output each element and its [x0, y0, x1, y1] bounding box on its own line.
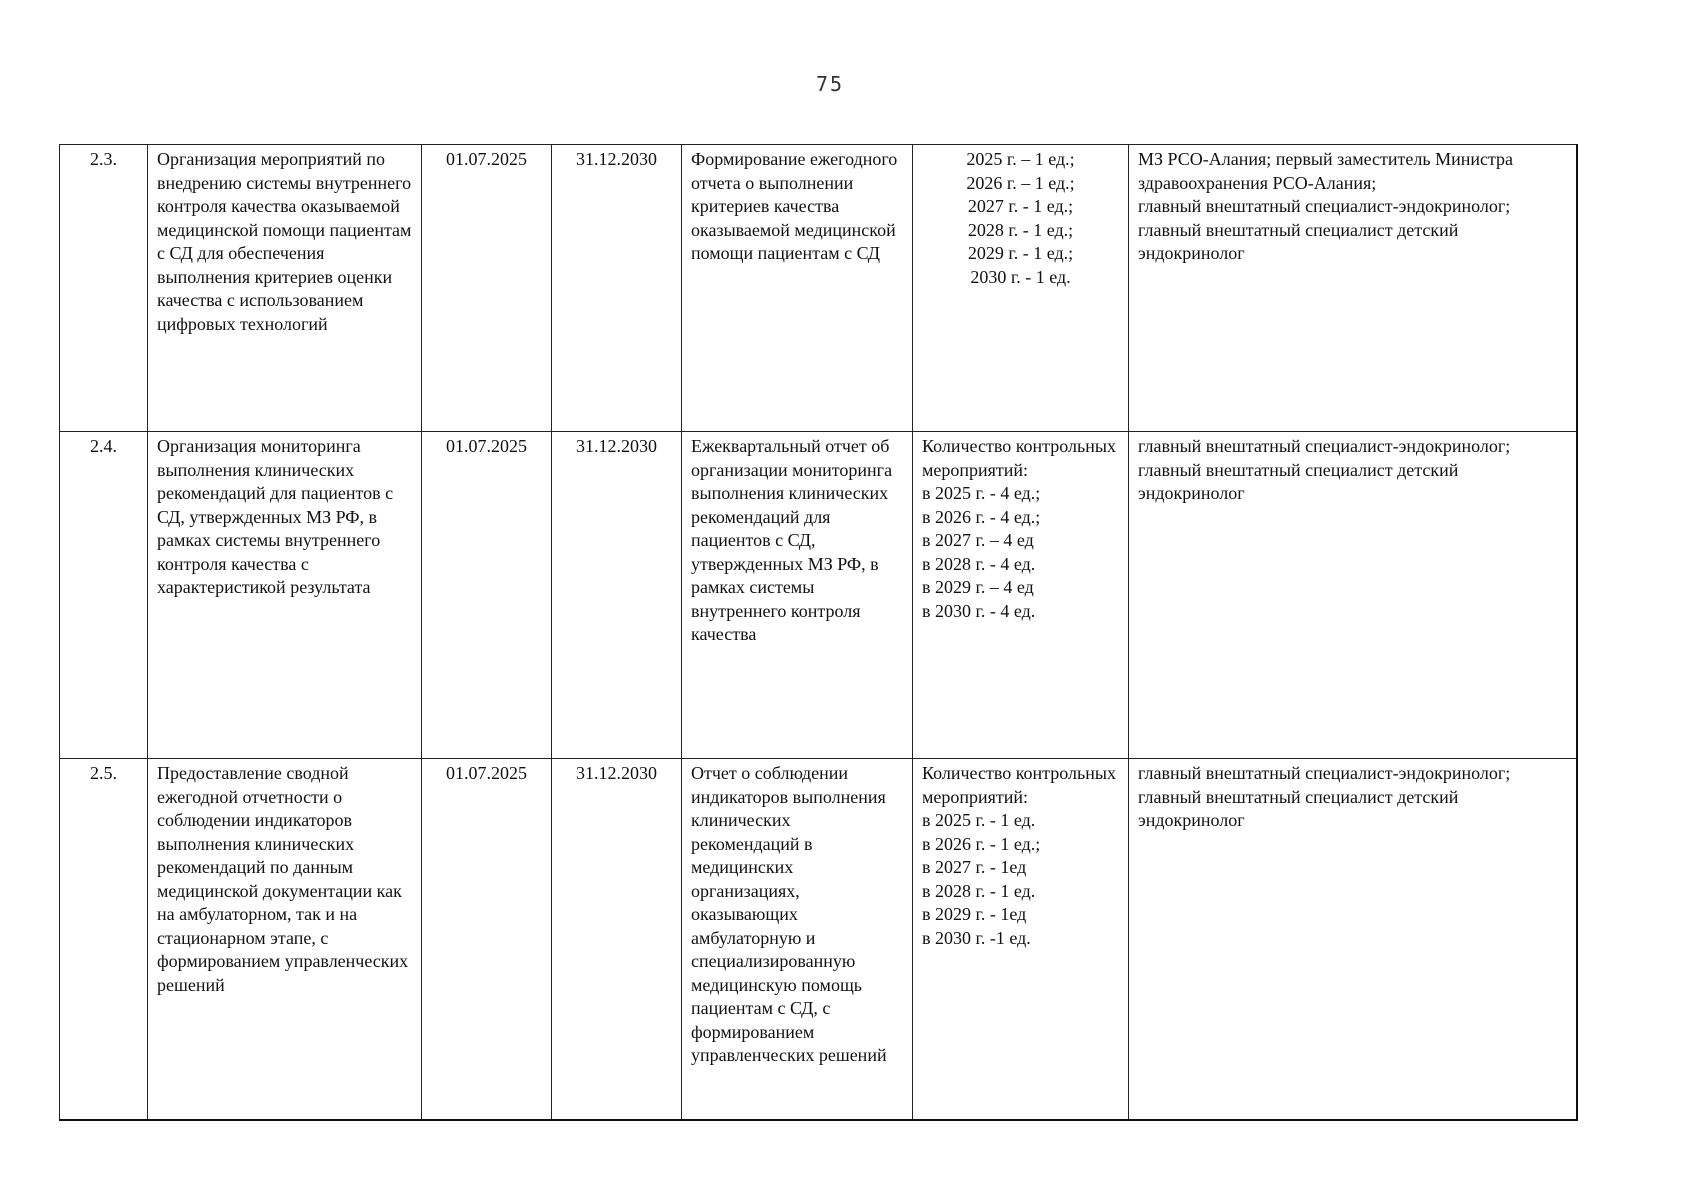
table-row	[60, 759, 1577, 1121]
measure-cell: Организация мониторинга выполнения клинических рекомендаций для пациентов с СД, утвержденных МЗ РФ, в рамках системы внутреннего контроля качества с характеристикой результата	[148, 432, 422, 759]
item-number: 2.5.	[60, 759, 148, 1121]
responsible-cell: главный внештатный специалист-эндокринолог; главный внештатный специалист детский эндокринолог	[1129, 432, 1577, 759]
start-date-cell: 01.07.2025	[422, 145, 552, 432]
indicator-cell: Количество контрольных мероприятий: в 2025 г. - 4 ед.; в 2026 г. - 4 ед.; в 2027 г. – 4 ед в 2028 г. - 4 ед. в 2029 г. – 4 ед в 2030 г. - 4 ед.	[913, 432, 1129, 759]
result-cell: Формирование ежегодного отчета о выполнении критериев качества оказываемой медицинской помощи пациентам с СД	[682, 145, 913, 432]
result-cell: Отчет о соблюдении индикаторов выполнения клинических рекомендаций в медицинских организациях, оказывающих амбулаторную и специализированную медицинскую помощь пациентам с СД, с формированием управленческих решений	[682, 759, 913, 1121]
measure-cell: Организация мероприятий по внедрению системы внутреннего контроля качества оказываемой медицинской помощи пациентам с СД для обеспечения выполнения критериев оценки качества с использованием цифровых технологий	[148, 145, 422, 432]
table-row	[60, 145, 1577, 432]
result-cell: Ежеквартальный отчет об организации мониторинга выполнения клинических рекомендаций для пациентов с СД, утвержденных МЗ РФ, в рамках системы внутреннего контроля качества	[682, 432, 913, 759]
start-date-cell: 01.07.2025	[422, 759, 552, 1121]
end-date-cell: 31.12.2030	[552, 145, 682, 432]
measure-cell: Предоставление сводной ежегодной отчетности о соблюдении индикаторов выполнения клинических рекомендаций по данным медицинской документации как на амбулаторном, так и на стационарном этапе, с формированием управленческих решений	[148, 759, 422, 1121]
page-number: 75	[815, 72, 845, 96]
responsible-cell: МЗ РСО-Алания; первый заместитель Министра здравоохранения РСО-Алания; главный внештатный специалист-эндокринолог; главный внештатный специалист детский эндокринолог	[1129, 145, 1577, 432]
indicator-cell: 2025 г. – 1 ед.; 2026 г. – 1 ед.; 2027 г. - 1 ед.; 2028 г. - 1 ед.; 2029 г. - 1 ед.; 2030 г. - 1 ед.	[913, 145, 1129, 432]
table-row	[60, 432, 1577, 759]
item-number: 2.3.	[60, 145, 148, 432]
indicator-cell: Количество контрольных мероприятий: в 2025 г. - 1 ед. в 2026 г. - 1 ед.; в 2027 г. - 1ед в 2028 г. - 1 ед. в 2029 г. - 1ед в 2030 г. -1 ед.	[913, 759, 1129, 1121]
action-plan-table	[59, 144, 1578, 1121]
start-date-cell: 01.07.2025	[422, 432, 552, 759]
responsible-cell: главный внештатный специалист-эндокринолог; главный внештатный специалист детский эндокринолог	[1129, 759, 1577, 1121]
item-number: 2.4.	[60, 432, 148, 759]
end-date-cell: 31.12.2030	[552, 759, 682, 1121]
end-date-cell: 31.12.2030	[552, 432, 682, 759]
